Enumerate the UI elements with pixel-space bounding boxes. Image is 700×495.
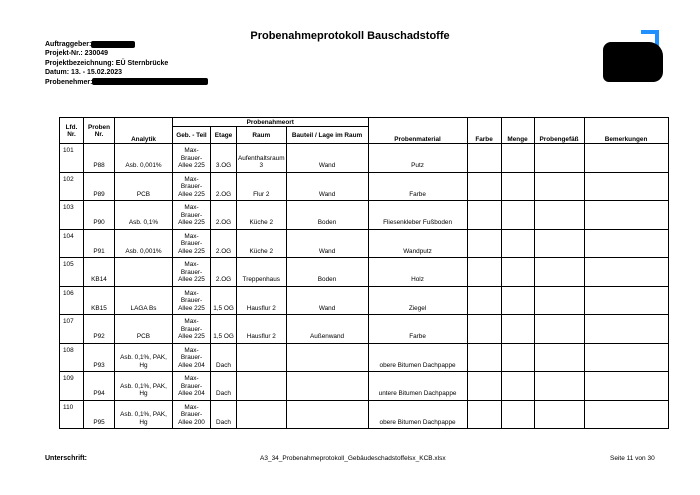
cell-probenmaterial: Wandputz <box>368 229 467 258</box>
cell-probenmaterial: Farbe <box>368 172 467 201</box>
header-etage: Etage <box>211 127 237 144</box>
cell-analytik: Asb. 0,001% <box>115 229 173 258</box>
cell-probengefaess <box>534 258 584 287</box>
cell-raum: Hausflur 2 <box>237 315 287 344</box>
cell-raum: Küche 2 <box>237 201 287 230</box>
redaction-bar <box>92 78 208 85</box>
cell-analytik: Asb. 0,1%, PAK, Hg <box>115 372 173 401</box>
cell-etage: 3.OG <box>211 144 237 173</box>
cell-bemerkungen <box>584 144 668 173</box>
cell-bemerkungen <box>584 201 668 230</box>
cell-analytik: Asb. 0,001% <box>115 144 173 173</box>
cell-geb-teil: Max-Brauer-Allee 225 <box>173 144 211 173</box>
table-row <box>60 286 669 315</box>
datum-line: Datum: 13. - 15.02.2023 <box>45 69 123 77</box>
cell-raum <box>237 400 287 429</box>
header-raum: Raum <box>237 127 287 144</box>
cell-raum: Flur 2 <box>237 172 287 201</box>
header-farbe: Farbe <box>467 118 501 144</box>
cell-lfd-nr: 109 <box>60 372 84 401</box>
header-geb-teil: Geb. - Teil <box>173 127 211 144</box>
sample-protocol-table <box>59 117 669 429</box>
cell-probenmaterial: obere Bitumen Dachpappe <box>368 343 467 372</box>
header-probenahmeort: Probenahmeort <box>173 118 369 127</box>
cell-menge <box>501 229 534 258</box>
cell-bauteil <box>286 343 368 372</box>
cell-etage: 2.OG <box>211 172 237 201</box>
table-row <box>60 201 669 230</box>
cell-analytik: LAGA Bs <box>115 286 173 315</box>
cell-farbe <box>467 400 501 429</box>
cell-proben-nr: P94 <box>84 372 115 401</box>
cell-menge <box>501 372 534 401</box>
redaction-blob <box>603 42 663 82</box>
cell-probenmaterial: Fliesenkleber Fußboden <box>368 201 467 230</box>
cell-farbe <box>467 315 501 344</box>
header-probengefaess: Probengefäß <box>534 118 584 144</box>
cell-geb-teil: Max-Brauer-Allee 204 <box>173 372 211 401</box>
cell-etage: Dach <box>211 400 237 429</box>
footer-page-number: Seite 11 von 30 <box>610 455 655 462</box>
table-row <box>60 372 669 401</box>
cell-raum <box>237 372 287 401</box>
table-row <box>60 315 669 344</box>
cell-probengefaess <box>534 315 584 344</box>
cell-farbe <box>467 372 501 401</box>
header-analytik: Analytik <box>115 118 173 144</box>
cell-raum: Treppenhaus <box>237 258 287 287</box>
cell-bauteil: Wand <box>286 144 368 173</box>
cell-probenmaterial: obere Bitumen Dachpappe <box>368 400 467 429</box>
header-probenmaterial: Probenmaterial <box>368 118 467 144</box>
cell-bauteil: Wand <box>286 172 368 201</box>
table-row <box>60 400 669 429</box>
cell-etage: 2.OG <box>211 201 237 230</box>
cell-menge <box>501 315 534 344</box>
cell-bemerkungen <box>584 400 668 429</box>
cell-analytik: Asb. 0,1% <box>115 201 173 230</box>
cell-lfd-nr: 103 <box>60 201 84 230</box>
cell-proben-nr: P91 <box>84 229 115 258</box>
cell-raum <box>237 343 287 372</box>
cell-menge <box>501 172 534 201</box>
cell-etage: 2.OG <box>211 229 237 258</box>
projektbezeichnung-line: Projektbezeichnung: EÜ Sternbrücke <box>45 59 169 67</box>
cell-bemerkungen <box>584 172 668 201</box>
cell-bemerkungen <box>584 315 668 344</box>
cell-geb-teil: Max-Brauer-Allee 225 <box>173 258 211 287</box>
cell-menge <box>501 144 534 173</box>
cell-analytik: Asb. 0,1%, PAK, Hg <box>115 400 173 429</box>
cell-farbe <box>467 343 501 372</box>
cell-probenmaterial: Putz <box>368 144 467 173</box>
cell-lfd-nr: 110 <box>60 400 84 429</box>
cell-analytik: PCB <box>115 172 173 201</box>
cell-bauteil <box>286 400 368 429</box>
cell-lfd-nr: 101 <box>60 144 84 173</box>
cell-menge <box>501 343 534 372</box>
table-row <box>60 172 669 201</box>
table-row <box>60 144 669 173</box>
cell-farbe <box>467 258 501 287</box>
cell-menge <box>501 201 534 230</box>
cell-raum: Küche 2 <box>237 229 287 258</box>
cell-etage: 2.OG <box>211 258 237 287</box>
cell-proben-nr: P93 <box>84 343 115 372</box>
cell-probengefaess <box>534 144 584 173</box>
cell-proben-nr: P95 <box>84 400 115 429</box>
cell-bauteil: Außenwand <box>286 315 368 344</box>
cell-farbe <box>467 286 501 315</box>
cell-lfd-nr: 107 <box>60 315 84 344</box>
cell-geb-teil: Max-Brauer-Allee 225 <box>173 229 211 258</box>
cell-menge <box>501 400 534 429</box>
signature-label: Unterschrift: <box>45 455 88 462</box>
cell-analytik <box>115 258 173 287</box>
redaction-bar <box>91 41 135 48</box>
cell-probenmaterial: Holz <box>368 258 467 287</box>
cell-probenmaterial: Ziegel <box>368 286 467 315</box>
header-bemerkungen: Bemerkungen <box>584 118 668 144</box>
cell-geb-teil: Max-Brauer-Allee 204 <box>173 343 211 372</box>
header-bauteil: Bauteil / Lage im Raum <box>286 127 368 144</box>
cell-probengefaess <box>534 201 584 230</box>
cell-farbe <box>467 144 501 173</box>
cell-bemerkungen <box>584 258 668 287</box>
cell-bemerkungen <box>584 343 668 372</box>
cell-menge <box>501 258 534 287</box>
cell-menge <box>501 286 534 315</box>
projekt-nr-line: Projekt-Nr.: 230049 <box>45 50 109 58</box>
cell-geb-teil: Max-Brauer-Allee 225 <box>173 286 211 315</box>
cell-analytik: PCB <box>115 315 173 344</box>
company-logo-redacted <box>603 30 663 85</box>
cell-proben-nr: P90 <box>84 201 115 230</box>
cell-probenmaterial: Farbe <box>368 315 467 344</box>
cell-etage: Dach <box>211 372 237 401</box>
table-row <box>60 229 669 258</box>
cell-lfd-nr: 108 <box>60 343 84 372</box>
cell-geb-teil: Max-Brauer-Allee 225 <box>173 172 211 201</box>
cell-probengefaess <box>534 343 584 372</box>
cell-bemerkungen <box>584 372 668 401</box>
cell-geb-teil: Max-Brauer-Allee 200 <box>173 400 211 429</box>
cell-proben-nr: KB14 <box>84 258 115 287</box>
cell-farbe <box>467 201 501 230</box>
cell-proben-nr: KB15 <box>84 286 115 315</box>
document-title: Probenahmeprotokoll Bauschadstoffe <box>250 30 450 42</box>
cell-lfd-nr: 104 <box>60 229 84 258</box>
probenehmer-line: Probenehmer: <box>45 78 208 87</box>
cell-bauteil: Boden <box>286 258 368 287</box>
cell-proben-nr: P88 <box>84 144 115 173</box>
cell-geb-teil: Max-Brauer-Allee 225 <box>173 201 211 230</box>
table-row <box>60 343 669 372</box>
header-proben-nr: Proben Nr. <box>84 118 115 144</box>
cell-bauteil: Wand <box>286 286 368 315</box>
cell-analytik: Asb. 0,1%, PAK, Hg <box>115 343 173 372</box>
cell-bemerkungen <box>584 229 668 258</box>
cell-probengefaess <box>534 229 584 258</box>
cell-proben-nr: P89 <box>84 172 115 201</box>
cell-etage: 1,5 OG <box>211 286 237 315</box>
cell-proben-nr: P92 <box>84 315 115 344</box>
cell-lfd-nr: 105 <box>60 258 84 287</box>
auftraggeber-line: Auftraggeber: <box>45 40 208 49</box>
cell-probengefaess <box>534 372 584 401</box>
cell-probengefaess <box>534 400 584 429</box>
table-row <box>60 258 669 287</box>
cell-raum: Hausflur 2 <box>237 286 287 315</box>
cell-lfd-nr: 102 <box>60 172 84 201</box>
cell-raum: Aufenthaltsraum 3 <box>237 144 287 173</box>
cell-geb-teil: Max-Brauer-Allee 225 <box>173 315 211 344</box>
project-meta <box>45 40 208 87</box>
cell-probengefaess <box>534 172 584 201</box>
cell-farbe <box>467 229 501 258</box>
cell-probengefaess <box>534 286 584 315</box>
cell-bauteil: Wand <box>286 229 368 258</box>
cell-bauteil <box>286 372 368 401</box>
cell-bemerkungen <box>584 286 668 315</box>
cell-lfd-nr: 106 <box>60 286 84 315</box>
footer-filename: A3_34_Probenahmeprotokoll_Gebäudeschadstoffelsx_KCB.xlsx <box>260 455 446 462</box>
cell-etage: Dach <box>211 343 237 372</box>
cell-bauteil: Boden <box>286 201 368 230</box>
cell-etage: 1,5 OG <box>211 315 237 344</box>
header-lfd-nr: Lfd. Nr. <box>60 118 84 144</box>
cell-probenmaterial: untere Bitumen Dachpappe <box>368 372 467 401</box>
header-menge: Menge <box>501 118 534 144</box>
cell-farbe <box>467 172 501 201</box>
